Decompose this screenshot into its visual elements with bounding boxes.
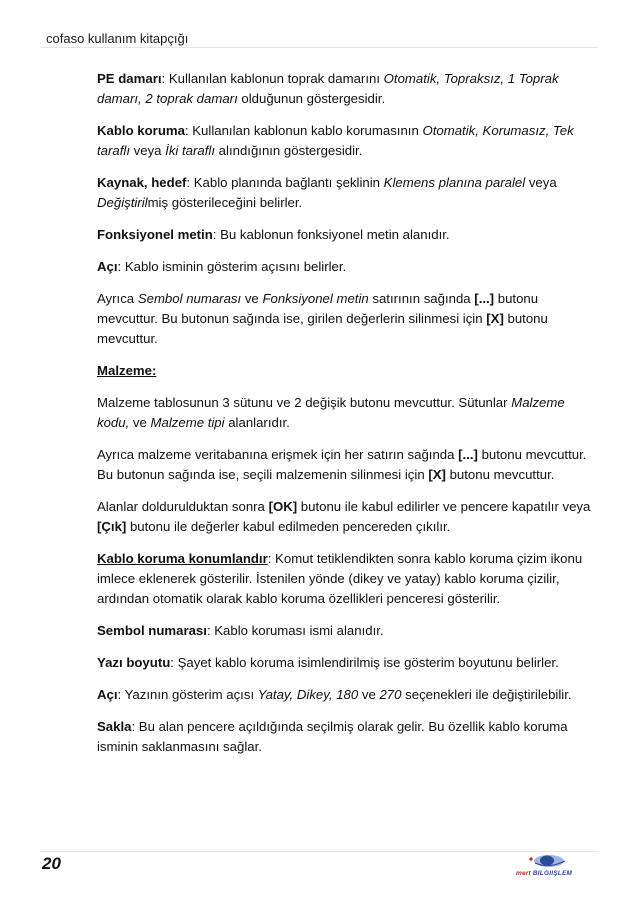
text-run: ve: [129, 415, 151, 430]
bold-term: Fonksiyonel metin: [97, 227, 213, 242]
paragraph: [97, 173, 597, 213]
bold-term: Kaynak, hedef: [97, 175, 187, 190]
text-run: veya: [129, 143, 166, 158]
text-run: seçenekleri ile değiştirilebilir.: [401, 687, 572, 702]
bold-term: Açı: [97, 259, 118, 274]
text-run: : Bu alan pencere açıldığında seçilmiş olarak gelir. Bu özellik kablo koruma isminin saklanmasını sağlar.: [97, 719, 568, 754]
logo-word-bilgiislem: BILGIIŞLEM: [532, 870, 573, 877]
italic-term: Malzeme kodu,: [97, 395, 565, 430]
text-run: butonu mevcuttur.: [97, 311, 548, 346]
paragraph: [97, 289, 597, 349]
header-divider: [40, 47, 598, 48]
text-run: : Kablo koruması ismi alanıdır.: [206, 623, 384, 638]
logo-word-mert: mert: [516, 870, 531, 877]
text-run: satırının sağında: [368, 291, 475, 306]
italic-term: Sembol numarası: [137, 291, 242, 306]
company-logo-text: [516, 870, 572, 877]
text-run: butonu mevcuttur. Bu butonun sağında ise, girilen değerlerin silinmesi için: [97, 291, 539, 326]
bold-term: PE damarı: [97, 71, 162, 86]
bold-term: [OK]: [268, 499, 298, 514]
bold-term: Açı: [97, 687, 118, 702]
text-run: Malzeme tablosunun 3 sütunu ve 2 değişik butonu mevcuttur. Sütunlar: [97, 395, 512, 410]
text-run: : Bu kablonun fonksiyonel metin alanıdır.: [212, 227, 450, 242]
document-title: cofaso kullanım kitapçığı: [46, 31, 189, 46]
paragraph: [97, 361, 597, 381]
bold-term: [...]: [458, 447, 478, 462]
text-run: veya: [525, 175, 557, 190]
text-run: butonu ile değerler kabul edilmeden pencereden çıkılır.: [126, 519, 451, 534]
bold-term: [Çık]: [97, 519, 127, 534]
italic-term: 270: [379, 687, 402, 702]
text-run: butonu mevcuttur.: [445, 467, 555, 482]
bold-term: [X]: [486, 311, 504, 326]
paragraph: [97, 445, 597, 485]
text-run: alanlarıdır.: [224, 415, 290, 430]
paragraph: [97, 69, 597, 109]
bold-term: [...]: [474, 291, 495, 306]
page-body: [97, 69, 597, 769]
italic-term: Fonksiyonel metin: [262, 291, 369, 306]
text-run: : Komut tetiklendikten sonra kablo koruma çizim ikonu imlece eklenerek gösterilir. İstenilen yönde (dikey ve yatay) kablo koruma çizilir, ardından otomatik olarak kablo koruma özellikleri penceresi gösterilir.: [97, 551, 583, 606]
bold-term: Sakla: [97, 719, 132, 734]
section-heading: Kablo koruma konumlandır: [97, 551, 268, 566]
text-run: ve: [358, 687, 380, 702]
text-run: : Kablo planında bağlantı şeklinin: [186, 175, 384, 190]
text-run: butonu ile kabul edilirler ve pencere kapatılır veya: [297, 499, 591, 514]
text-run: Ayrıca malzeme veritabanına erişmek için her satırın sağında: [97, 447, 459, 462]
paragraph: [97, 257, 597, 277]
paragraph: [97, 497, 597, 537]
text-run: alındığının göstergesidir.: [215, 143, 363, 158]
paragraph: [97, 393, 597, 433]
italic-term: Otomatik, Topraksız, 1 Toprak damarı, 2 toprak damarı: [97, 71, 559, 106]
footer-divider: [40, 851, 598, 852]
text-run: Alanlar doldurulduktan sonra: [97, 499, 269, 514]
italic-term: Malzeme tipi: [150, 415, 225, 430]
paragraph: [97, 225, 597, 245]
paragraph: [97, 717, 597, 757]
italic-term: Otomatik, Korumasız, Tek taraflı: [97, 123, 574, 158]
section-heading: Malzeme:: [97, 363, 157, 378]
text-run: butonu mevcuttur. Bu butonun sağında ise, seçili malzemenin silinmesi için: [97, 447, 587, 482]
text-run: : Yazının gösterim açısı: [117, 687, 258, 702]
text-run: Ayrıca: [97, 291, 138, 306]
bold-term: [X]: [428, 467, 446, 482]
paragraph: [97, 621, 597, 641]
bold-term: Sembol numarası: [97, 623, 207, 638]
text-run: ve: [241, 291, 263, 306]
text-run: : Kullanılan kablonun kablo korumasının: [184, 123, 423, 138]
italic-term: İki taraflı: [165, 143, 216, 158]
page-number: 20: [42, 854, 61, 873]
text-run: miş gösterileceğini belirler.: [147, 195, 303, 210]
paragraph: [97, 549, 597, 609]
paragraph: [97, 121, 597, 161]
bold-term: Kablo koruma: [97, 123, 185, 138]
italic-term: Yatay, Dikey, 180: [257, 687, 359, 702]
paragraph: [97, 653, 597, 673]
text-run: : Kablo isminin gösterim açısını belirler.: [117, 259, 347, 274]
bold-term: Yazı boyutu: [97, 655, 171, 670]
text-run: : Şayet kablo koruma isimlendirilmiş ise gösterim boyutunu belirler.: [170, 655, 559, 670]
italic-term: Değiştiril: [97, 195, 148, 210]
text-run: : Kullanılan kablonun toprak damarını: [161, 71, 384, 86]
text-run: olduğunun göstergesidir.: [237, 91, 386, 106]
paragraph: [97, 685, 597, 705]
italic-term: Klemens planına paralel: [383, 175, 526, 190]
